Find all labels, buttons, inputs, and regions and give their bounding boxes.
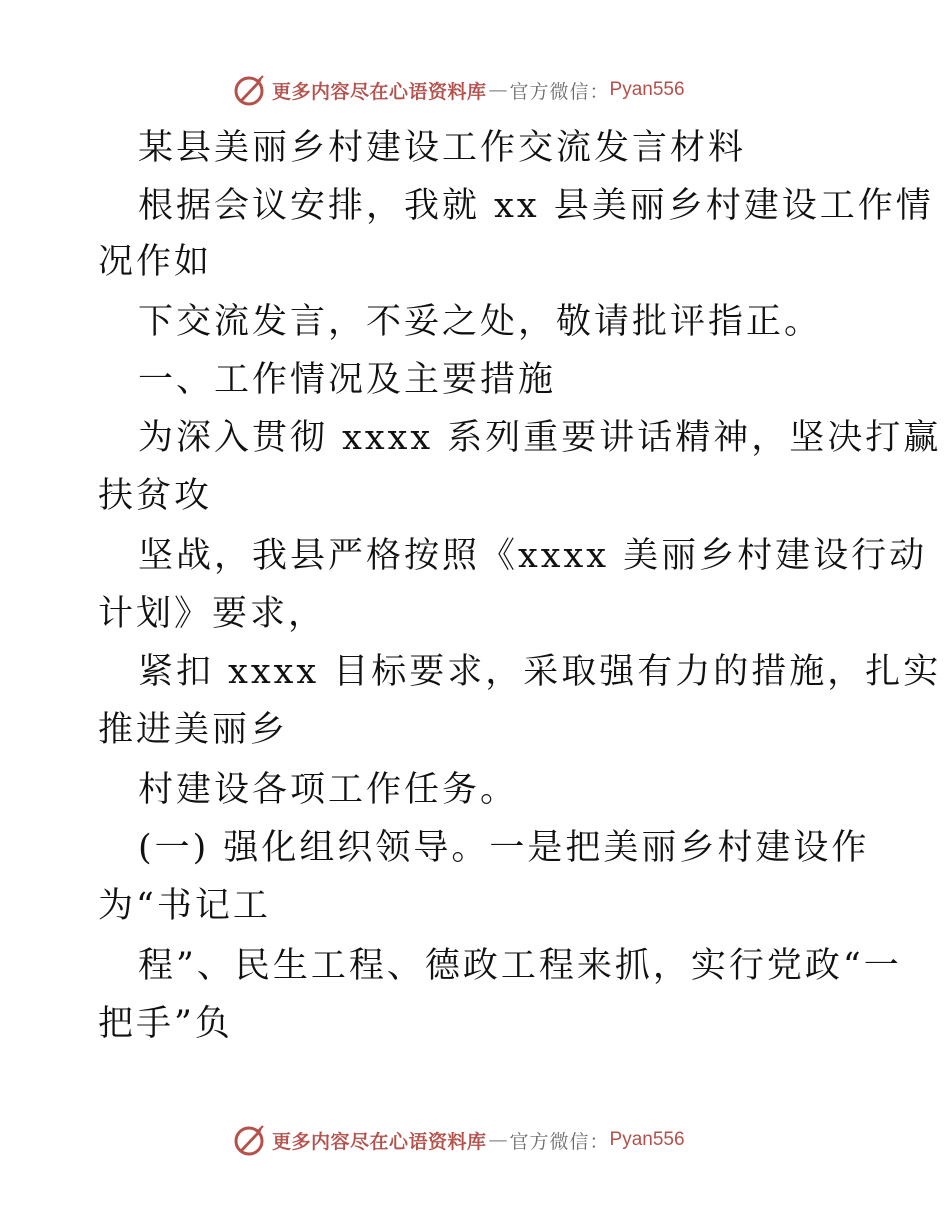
paragraph-line: 紧扣 xxxx 目标要求，采取强有力的措施，扎实 [138, 652, 942, 692]
paragraph-line: 根据会议安排，我就 xx 县美丽乡村建设工作情 [138, 186, 934, 226]
paragraph-line: 况作如 [98, 242, 213, 282]
pen-logo-icon [232, 1122, 268, 1158]
paragraph-line: 下交流发言，不妥之处，敬请批评指正。 [138, 302, 823, 342]
section-heading: 一、工作情况及主要措施 [138, 360, 557, 400]
paragraph-line: 计划》要求， [98, 594, 327, 634]
paragraph-line: 为深入贯彻 xxxx 系列重要讲话精神，坚决打赢 [138, 418, 942, 458]
watermark-dash: — [488, 79, 508, 101]
paragraph-line: 把手”负 [98, 1004, 233, 1044]
watermark-text: 更多内容尽在心语资料库 [272, 1130, 487, 1153]
watermark-official-label: 官方微信： [509, 80, 610, 103]
watermark-official-label: 官方微信： [509, 1130, 610, 1153]
paragraph-line: 推进美丽乡 [98, 710, 289, 750]
watermark-id: Pyan556 [609, 1129, 685, 1150]
paragraph-line: 村建设各项工作任务。 [138, 770, 519, 810]
watermark-footer [232, 1122, 685, 1158]
paragraph-line: 为“书记工 [98, 886, 271, 926]
document-title: 某县美丽乡村建设工作交流发言材料 [138, 128, 747, 168]
watermark-text: 更多内容尽在心语资料库 [272, 80, 487, 103]
pen-logo-icon [232, 72, 268, 108]
watermark-dash: — [488, 1129, 508, 1151]
watermark-id: Pyan556 [609, 79, 685, 100]
paragraph-line: 坚战，我县严格按照《xxxx 美丽乡村建设行动 [138, 536, 928, 576]
paragraph-line: 扶贫攻 [98, 476, 213, 516]
paragraph-line: (一) 强化组织领导。一是把美丽乡村建设作 [138, 828, 870, 868]
paragraph-line: 程”、民生工程、德政工程来抓，实行党政“一 [138, 946, 902, 986]
watermark-header [232, 72, 685, 108]
